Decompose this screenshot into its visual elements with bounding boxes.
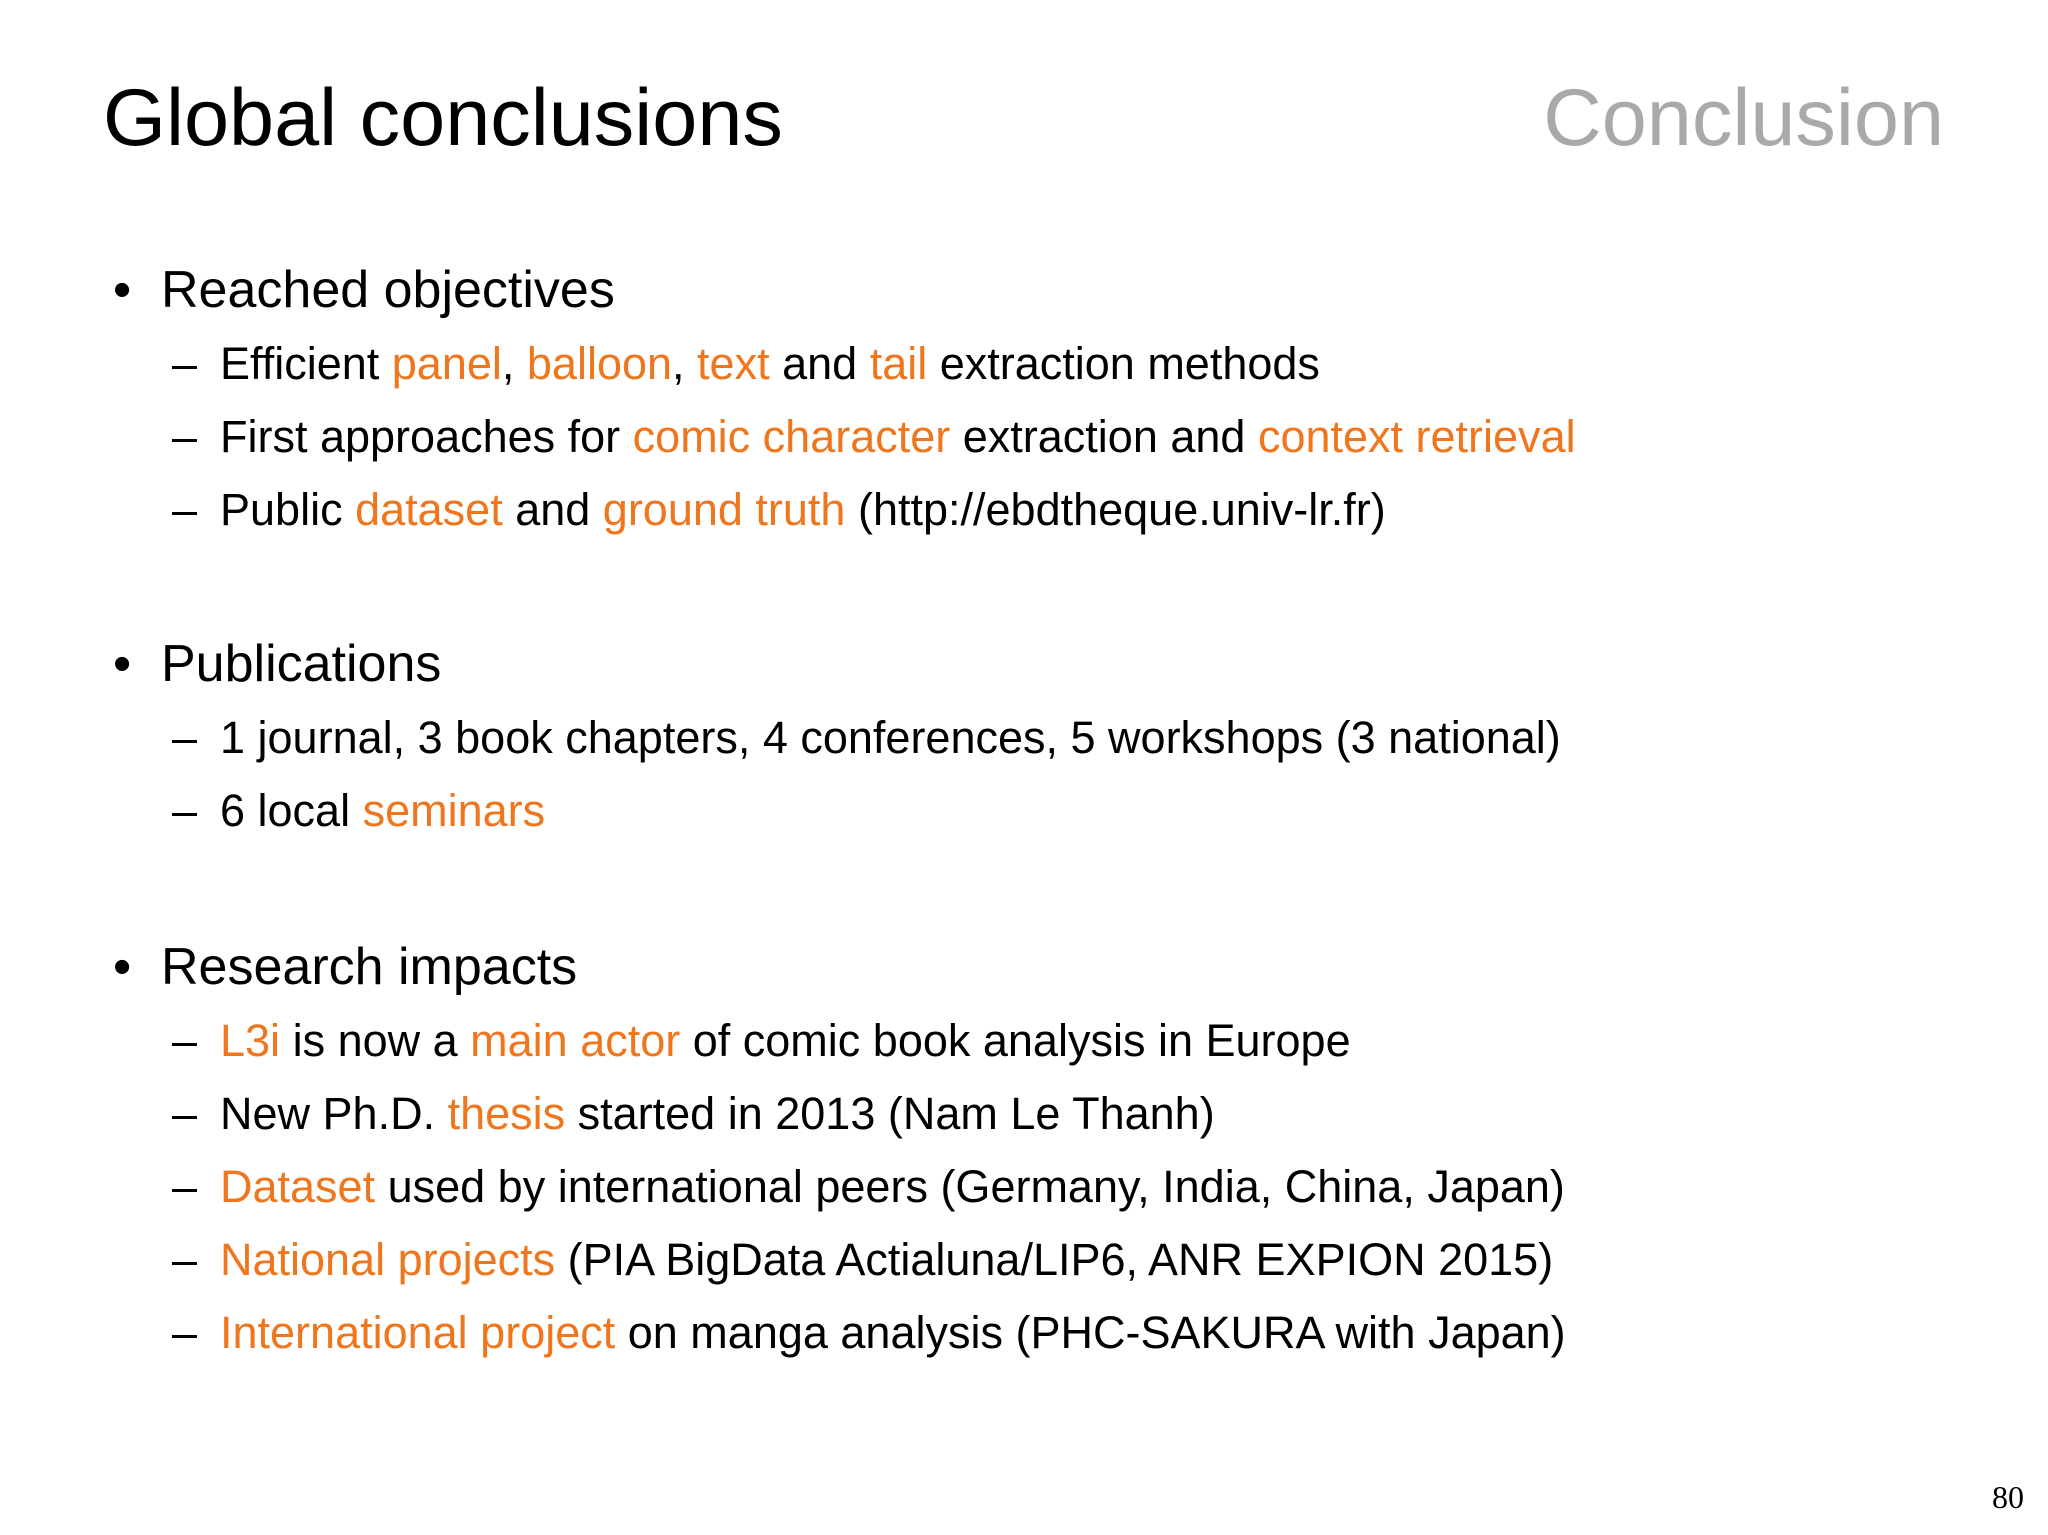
sub-bullet-item (0, 1150, 2048, 1223)
sub-bullet-item (0, 701, 2048, 774)
text-segment: extraction methods (927, 338, 1320, 389)
sub-bullet-item (0, 327, 2048, 400)
dash-icon: – (172, 1234, 198, 1285)
text-segment: on manga analysis (PHC-SAKURA with Japan) (615, 1307, 1566, 1358)
section-label: Conclusion (1543, 73, 1944, 163)
bullet-label: Research impacts (161, 938, 578, 996)
dash-icon: – (172, 1015, 198, 1066)
sub-bullet-text (220, 1004, 1351, 1077)
dash-icon: – (172, 1161, 198, 1212)
highlighted-term: Dataset (220, 1161, 376, 1212)
dash-icon: – (172, 411, 198, 462)
highlighted-term: thesis (447, 1088, 566, 1139)
text-segment: , (672, 338, 698, 389)
bullet-label: Reached objectives (161, 261, 615, 319)
highlighted-term: seminars (362, 785, 546, 836)
text-segment: , (501, 338, 527, 389)
highlighted-term: balloon (526, 338, 673, 389)
section-publications (0, 627, 2048, 847)
dash-icon: – (172, 1307, 198, 1358)
sub-bullet-item (0, 473, 2048, 546)
slide-title: Global conclusions (103, 73, 783, 163)
text-segment: 6 local (220, 785, 363, 836)
text-segment: (PIA BigData Actialuna/LIP6, ANR EXPION 2015) (555, 1234, 1554, 1285)
bullet-dot-icon: • (113, 635, 132, 693)
text-segment: and (502, 484, 603, 535)
sub-bullet-text (220, 774, 545, 847)
sub-bullet-text (220, 1077, 1215, 1150)
highlighted-term: tail (869, 338, 928, 389)
sub-bullet-text (220, 1150, 1565, 1223)
sub-bullet-item (0, 400, 2048, 473)
text-segment: Efficient (220, 338, 392, 389)
text-segment: First approaches for (220, 411, 633, 462)
page-number: 80 (1992, 1479, 2024, 1515)
highlighted-term: ground truth (602, 484, 846, 535)
sub-bullet-item (0, 1296, 2048, 1369)
bullet-label: Publications (161, 635, 442, 693)
highlighted-term: main actor (470, 1015, 681, 1066)
text-segment: (http://ebdtheque.univ-lr.fr) (845, 484, 1386, 535)
text-segment: of comic book analysis in Europe (680, 1015, 1351, 1066)
sub-bullet-text (220, 327, 1320, 400)
text-segment: extraction and (950, 411, 1258, 462)
bullet-dot-icon: • (113, 938, 132, 996)
highlighted-term: panel (391, 338, 502, 389)
sub-bullet-item (0, 1004, 2048, 1077)
highlighted-term: L3i (220, 1015, 281, 1066)
section-reached-objectives (0, 253, 2048, 546)
dash-icon: – (172, 712, 198, 763)
sub-bullet-text (220, 1296, 1566, 1369)
text-segment: Public (220, 484, 356, 535)
text-segment: is now a (280, 1015, 471, 1066)
sub-bullet-text (220, 473, 1386, 546)
highlighted-term: comic character (632, 411, 951, 462)
sub-bullet-item (0, 1077, 2048, 1150)
bullet-item (0, 253, 2048, 327)
text-segment: 1 journal, 3 book chapters, 4 conferences, 5 workshops (3 national) (220, 712, 1561, 763)
section-research-impacts (0, 930, 2048, 1369)
dash-icon: – (172, 484, 198, 535)
highlighted-term: International project (220, 1307, 616, 1358)
text-segment: and (769, 338, 870, 389)
bullet-item (0, 930, 2048, 1004)
sub-bullet-item (0, 774, 2048, 847)
sub-bullet-text (220, 701, 1561, 774)
dash-icon: – (172, 1088, 198, 1139)
text-segment: New Ph.D. (220, 1088, 448, 1139)
sub-bullet-text (220, 1223, 1553, 1296)
text-segment: used by international peers (Germany, India, China, Japan) (375, 1161, 1565, 1212)
highlighted-term: dataset (355, 484, 503, 535)
dash-icon: – (172, 785, 198, 836)
sub-bullet-item (0, 1223, 2048, 1296)
sub-bullet-text (220, 400, 1576, 473)
dash-icon: – (172, 338, 198, 389)
highlighted-term: text (697, 338, 770, 389)
text-segment: started in 2013 (Nam Le Thanh) (565, 1088, 1215, 1139)
bullet-dot-icon: • (113, 261, 132, 319)
bullet-item (0, 627, 2048, 701)
highlighted-term: context retrieval (1257, 411, 1576, 462)
highlighted-term: National projects (220, 1234, 556, 1285)
